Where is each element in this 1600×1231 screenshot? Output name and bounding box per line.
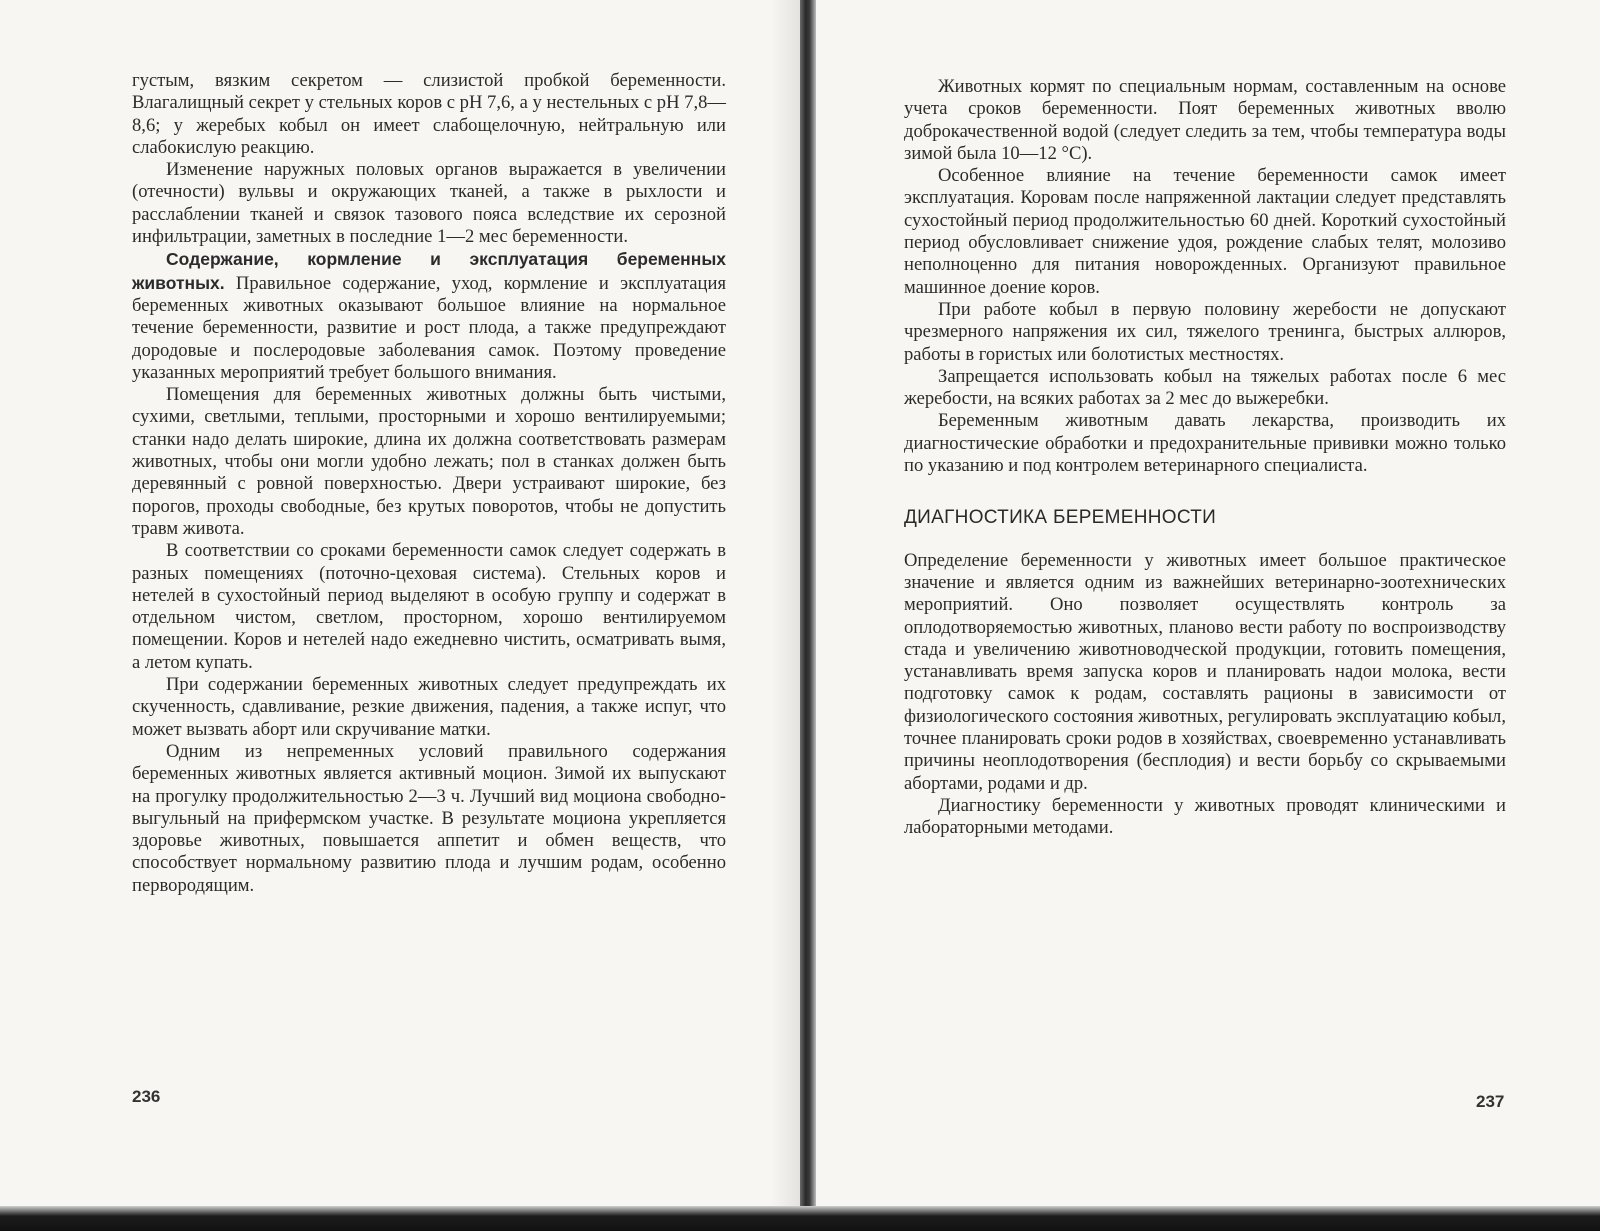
- paragraph: Помещения для беременных животных должны быть чистыми, сухими, светлыми, теплыми, просторными и хорошо вентилируемыми; станки надо делать широкие, длина их должна соответствовать размерам животных, чтобы они могли удобно лежать; пол в станках должен быть деревянный с ровной поверхностью. Двери устраивают широкие, без порогов, проходы свободные, без крутых поворотов, чтобы не допустить травм живота.: [132, 384, 726, 539]
- paragraph: Одним из непременных условий правильного содержания беременных животных является активный моцион. Зимой их выпускают на прогулку продолжительностью 2—3 ч. Лучший вид моциона свободно-выгульный на прифермском участке. В результате моциона укрепляется здоровье животных, повышается аппетит и обмен веществ, что способствует нормальному развитию плода и лучшим родам, особенно первородящим.: [132, 740, 726, 896]
- page-number-left: 236: [132, 1087, 161, 1106]
- right-text-column: [904, 76, 1506, 840]
- paragraph: В соответствии со сроками беременности самок следует содержать в разных помещениях (поточно-цеховая система). Стельных коров и нетелей в сухостойный период выделяют в особую группу и содержат в отдельном чистом, светлом, просторном, хорошо вентилируемом помещении. Коров и нетелей надо ежедневно чистить, осматривать вымя, а летом купать.: [132, 540, 726, 673]
- page-bottom-edge: [0, 1206, 1600, 1231]
- gutter-shadow: [770, 0, 800, 1212]
- section-run-in-heading: Содержание, кормление и эксплуатация беременных животных.: [132, 249, 726, 293]
- paragraph: Изменение наружных половых органов выражается в увеличении (отечности) вульвы и окружающих тканей, а также в рыхлости и расслаблении тканей и связок тазового пояса вследствие их серозной инфильтрации, заметных в последние 1—2 мес беременности.: [132, 159, 726, 248]
- paragraph: Беременным животным давать лекарства, производить их диагностические обработки и предохранительные прививки можно только по указанию и под контролем ветеринарного специалиста.: [904, 410, 1506, 477]
- left-text-column: [132, 70, 726, 897]
- section-paragraph: [132, 248, 726, 384]
- book-gutter: [800, 0, 816, 1231]
- paragraph: Определение беременности у животных имеет большое практическое значение и является одним из важнейших ветеринарно-зоотехнических мероприятий. Оно позволяет осуществлять контроль за оплодотворяемостью животных, планово вести работу по воспроизводству стада и увеличению животноводческой продукции, готовить помещения, устанавливать время запуска коров и планировать надои молока, вести подготовку самок к родам, составлять рационы в зависимости от физиологического состояния животных, регулировать эксплуатацию кобыл, точнее планировать сроки родов в хозяйствах, своевременно устанавливать причины неоплодотворения (бесплодия) и вести борьбу со скрываемыми абортами, родами и др.: [904, 549, 1506, 794]
- paragraph: При содержании беременных животных следует предупреждать их скученность, сдавливание, резкие движения, падения, а также испуг, что может вызвать аборт или скручивание матки.: [132, 674, 726, 740]
- paragraph: Запрещается использовать кобыл на тяжелых работах после 6 мес жеребости, на всяких работах за 2 мес до выжеребки.: [904, 365, 1506, 410]
- paragraph: Особенное влияние на течение беременности самок имеет эксплуатация. Коровам после напряженной лактации следует представлять сухостойный период продолжительностью 60 дней. Короткий сухостойный период обусловливает снижение удоя, рождение слабых телят, молозиво неполноценно для питания новорожденных. Организуют правильное машинное доение коров.: [904, 165, 1506, 298]
- paragraph: Диагностику беременности у животных проводят клиническими и лабораторными методами.: [904, 794, 1506, 839]
- section-run-in-text: Правильное содержание, уход, кормление и эксплуатация беременных животных оказывают большое влияние на нормальное течение беременности, развитие и рост плода, а также предупреждают дородовые и послеродовые заболевания самок. Поэтому проведение указанных мероприятий требует большого внимания.: [132, 272, 726, 383]
- paragraph: густым, вязким секретом — слизистой пробкой беременности. Влагалищный секрет у стельных коров с pH 7,6, а у нестельных с pH 7,8—8,6; у жеребых кобыл он имеет слабощелочную, нейтральную или слабокислую реакцию.: [132, 70, 727, 158]
- section-title: ДИАГНОСТИКА БЕРЕМЕННОСТИ: [904, 507, 1217, 529]
- paragraph: Животных кормят по специальным нормам, составленным на основе учета сроков беременности. Поят беременных животных вволю доброкачественной водой (следует следить за тем, чтобы температура воды зимой была 10—12 °С).: [904, 76, 1506, 164]
- page-number-right: 237: [1476, 1092, 1505, 1111]
- paragraph: При работе кобыл в первую половину жеребости не допускают чрезмерного напряжения их сил, тяжелого тренинга, быстрых аллюров, работы в гористых или болотистых местностях.: [904, 298, 1506, 365]
